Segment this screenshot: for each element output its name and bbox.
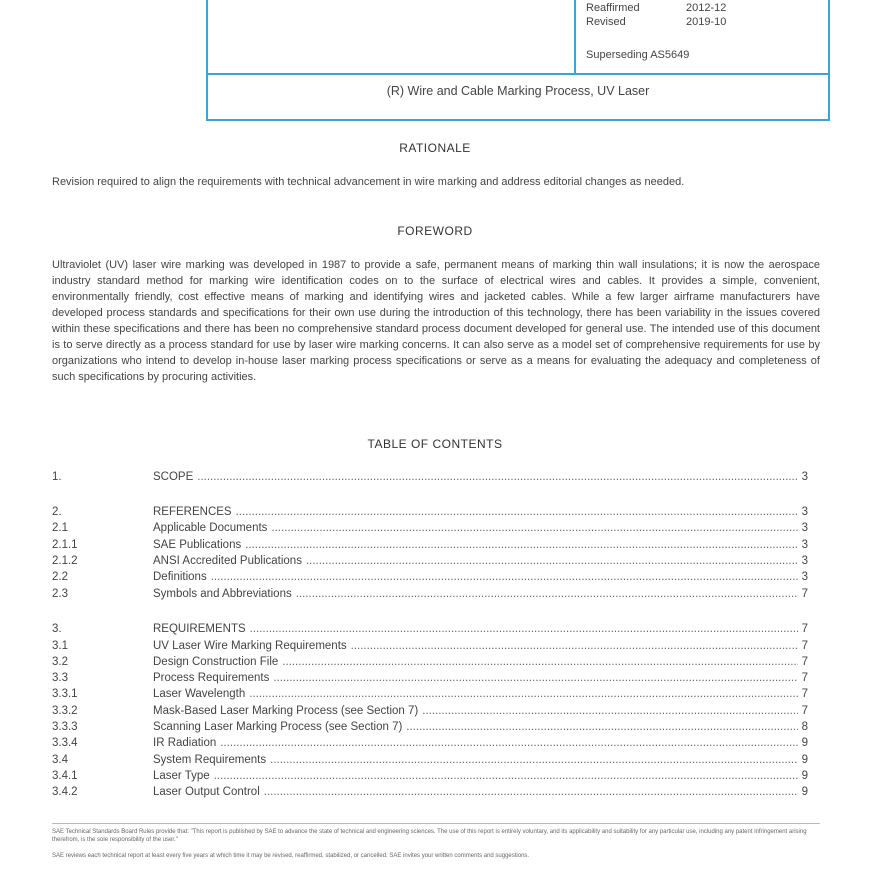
toc-entry-title: ANSI Accredited Publications [153,555,302,567]
toc-leader-dots [270,754,797,766]
toc-entry-page: 9 [801,770,808,782]
toc-entry-number: 3.3 [52,672,68,684]
toc-entry[interactable] [52,539,808,555]
toc-entry-title: Process Requirements [153,672,270,684]
toc-leader-dots [273,672,797,684]
toc-entry-title: SAE Publications [153,539,242,551]
revision-info [574,0,830,73]
footer-divider [52,823,820,824]
toc-entry-page: 7 [801,705,808,717]
toc-entry-title: Applicable Documents [153,522,268,534]
toc-entry[interactable] [52,786,808,802]
toc-entry[interactable] [52,471,808,487]
toc-entry[interactable] [52,672,808,688]
toc-entry-page: 7 [801,656,808,668]
toc-entry-number: 3.3.2 [52,705,78,717]
toc-entry-number: 3.4.2 [52,786,78,798]
toc-heading: TABLE OF CONTENTS [367,437,503,451]
toc-entry[interactable] [52,522,808,538]
footer-legal-notice: SAE Technical Standards Board Rules provide that: "This report is published by SAE to advance the state of technical and engineering sciences. The use of this report is entirely voluntary, and its applicability and suitability for any particular use, including any patent infringement arising therefrom, is the sole responsibility of the user." [52,829,807,843]
toc-entry[interactable] [52,506,808,522]
toc-entry-page: 3 [801,555,808,567]
toc-entry-number: 1. [52,471,62,483]
toc-entry-page: 3 [801,471,808,483]
toc-leader-dots [220,737,797,749]
reaffirmed-row [586,2,726,14]
toc-leader-dots [249,688,797,700]
foreword-heading: FOREWORD [397,224,473,238]
toc-entry[interactable] [52,770,808,786]
reaffirmed-value: 2012-12 [686,2,727,14]
toc-leader-dots [271,522,797,534]
toc-entry-title: IR Radiation [153,737,217,749]
toc-entry-page: 3 [801,571,808,583]
toc-entry[interactable] [52,754,808,770]
toc-leader-dots [351,640,798,652]
toc-entry-number: 3.1 [52,640,68,652]
toc-entry[interactable] [52,688,808,704]
toc-entry-page: 3 [801,539,808,551]
toc-leader-dots [250,623,798,635]
toc-entry-page: 3 [801,506,808,518]
toc-leader-dots [306,555,798,567]
toc-entry-title: Definitions [153,571,207,583]
toc-entry-page: 9 [801,754,808,766]
toc-entry-page: 3 [801,522,808,534]
toc-entry[interactable] [52,555,808,571]
toc-entry-number: 3.3.3 [52,721,78,733]
toc-entry-title: Design Construction File [153,656,279,668]
toc-entry-title: REFERENCES [153,506,232,518]
toc-entry-number: 2.1.1 [52,539,78,551]
header-top-section [208,0,828,75]
toc-entry-page: 7 [801,688,808,700]
toc-entry[interactable] [52,705,808,721]
toc-entry[interactable] [52,721,808,737]
toc-leader-dots [236,506,798,518]
toc-leader-dots [214,770,798,782]
toc-leader-dots [406,721,797,733]
foreword-text: Ultraviolet (UV) laser wire marking was developed in 1987 to provide a safe, permanent means of marking thin wall insulations; it is now the aerospace industry standard method for marking wire identification codes on to the surface of electrical wires and cables. It provides a simple, convenient, environmentally friendly, cost effective means of marking and identifying wires and jacketed cables. While a few larger airframe manufacturers have developed process standards and specifications for their own use during the introduction of this technology, there has been variability in the issues covered within these specifications and there has been no comprehensive standard process document developed for general use. The intended use of this document is to serve directly as a process standard for use by laser wire marking concerns. It can also serve as a model set of comprehensive requirements for use by organizations who intend to develop in-house laser marking process specifications or serve as a means for evaluating the adequacy and completeness of such specifications by procuring activities. [52,259,820,383]
toc-leader-dots [264,786,798,798]
toc-entry-title: Symbols and Abbreviations [153,588,292,600]
toc-entry[interactable] [52,640,808,656]
toc-entry-page: 9 [801,737,808,749]
toc-leader-dots [211,571,798,583]
toc-entry-page: 9 [801,786,808,798]
toc-entry-number: 3.3.1 [52,688,78,700]
toc-entry-number: 3.4.1 [52,770,78,782]
toc-leader-dots [245,539,797,551]
toc-entry-page: 7 [801,588,808,600]
toc-entry-number: 2.3 [52,588,68,600]
toc-entry[interactable] [52,656,808,672]
toc-entry-number: 2. [52,506,62,518]
toc-entry-number: 3.2 [52,656,68,668]
toc-leader-dots [197,471,797,483]
rationale-heading: RATIONALE [399,141,471,155]
toc-entry-number: 2.1 [52,522,68,534]
footer-review-notice: SAE reviews each technical report at least every five years at which time it may be revised, reaffirmed, stabilized, or cancelled. SAE invites your written comments and suggestions. [52,853,530,859]
toc-entry-title: System Requirements [153,754,267,766]
revised-value: 2019-10 [686,16,727,28]
toc-leader-dots [422,705,797,717]
toc-entry-page: 8 [801,721,808,733]
toc-entry-title: Laser Wavelength [153,688,246,700]
toc-entry-number: 2.2 [52,571,68,583]
toc-entry-number: 3. [52,623,62,635]
toc-entry-title: Mask-Based Laser Marking Process (see Section 7) [153,705,419,717]
toc-entry-number: 3.3.4 [52,737,78,749]
toc-entry-number: 3.4 [52,754,68,766]
toc-entry-title: UV Laser Wire Marking Requirements [153,640,347,652]
superseding-note: Superseding AS5649 [586,49,690,61]
revised-row [586,16,726,28]
toc-entry-title: REQUIREMENTS [153,623,246,635]
toc-leader-dots [282,656,797,668]
revised-label: Revised [586,16,626,28]
reaffirmed-label: Reaffirmed [586,2,640,14]
toc-entry[interactable] [52,588,808,604]
toc-entry[interactable] [52,623,808,639]
toc-entry-number: 2.1.2 [52,555,78,567]
toc-entry-title: Laser Output Control [153,786,260,798]
toc-entry-page: 7 [801,672,808,684]
toc-entry-page: 7 [801,640,808,652]
document-title: (R) Wire and Cable Marking Process, UV Laser [386,84,650,98]
toc-entry[interactable] [52,571,808,587]
toc-entry-title: Laser Type [153,770,210,782]
toc-leader-dots [296,588,798,600]
toc-entry-page: 7 [801,623,808,635]
toc-entry-title: SCOPE [153,471,194,483]
rationale-text: Revision required to align the requirements with technical advancement in wire marking and address editorial changes as needed. [52,176,685,188]
toc-entry-title: Scanning Laser Marking Process (see Section 7) [153,721,403,733]
toc-entry[interactable] [52,737,808,753]
document-header-box [206,0,830,121]
